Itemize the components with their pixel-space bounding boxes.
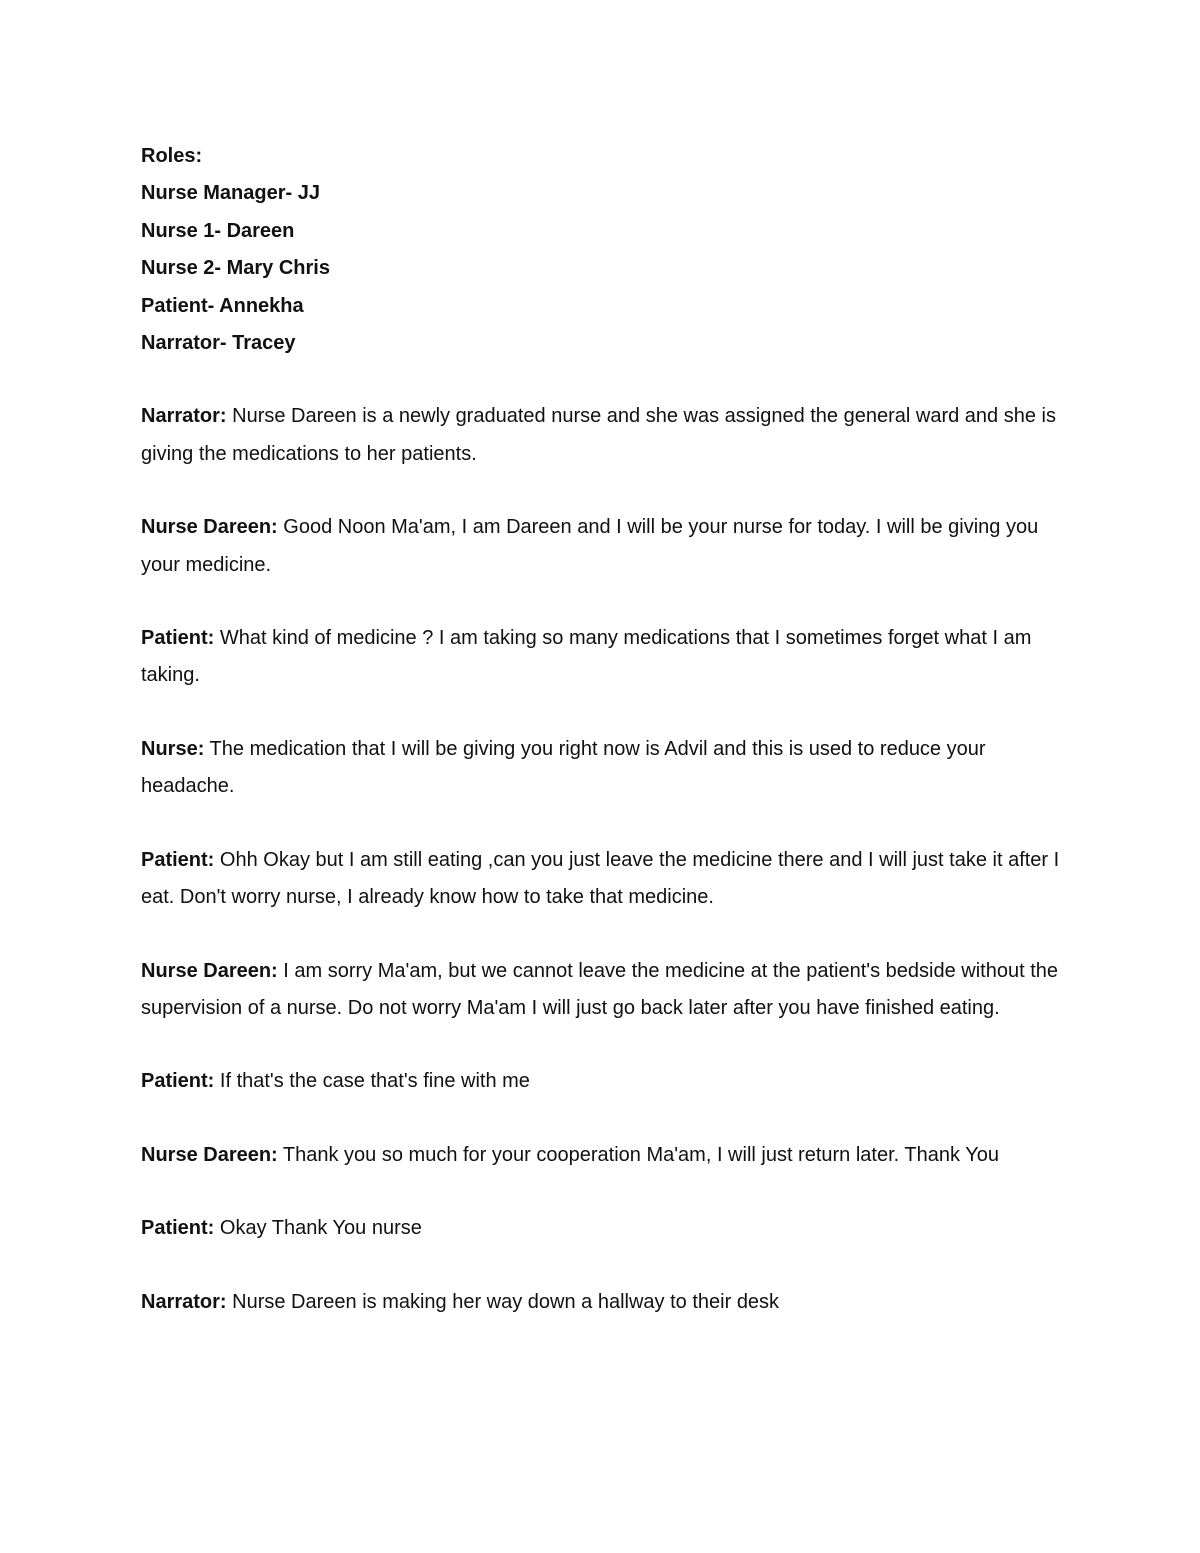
roles-section xyxy=(141,138,1061,362)
dialogue-text: Okay Thank You nurse xyxy=(214,1217,422,1240)
dialogue-line xyxy=(141,1284,1061,1321)
dialogue-line xyxy=(141,398,1061,473)
roles-heading: Roles: xyxy=(141,145,203,167)
role-narrator: Narrator- Tracey xyxy=(141,332,296,355)
dialogue-text: I am sorry Ma'am, but we cannot leave the medicine at the patient's bedside without the supervision of a nurse. Do not worry Ma'am I will just go back later after you have finished eating. xyxy=(141,959,1059,1019)
role-nurse-2: Nurse 2- Mary Chris xyxy=(141,257,330,280)
dialogue-line xyxy=(141,1210,1061,1247)
dialogue-text: Ohh Okay but I am still eating ,can you just leave the medicine there and I will just take it after I eat. Don't worry nurse, I already know how to take that medicine. xyxy=(141,848,1060,909)
speaker-label: Nurse Dareen: xyxy=(141,1143,278,1166)
speaker-label: Nurse: xyxy=(141,737,205,760)
dialogue-line xyxy=(141,842,1061,917)
speaker-label: Patient: xyxy=(141,1070,215,1093)
speaker-label: Narrator: xyxy=(141,405,227,428)
dialogue-line xyxy=(141,1137,1061,1174)
dialogue-line xyxy=(141,953,1061,1028)
speaker-label: Patient: xyxy=(141,627,215,650)
role-patient: Patient- Annekha xyxy=(141,294,304,317)
speaker-label: Narrator: xyxy=(141,1290,227,1313)
dialogue-line xyxy=(141,731,1061,806)
dialogue-line xyxy=(141,620,1061,695)
dialogue-text: If that's the case that's fine with me xyxy=(214,1070,530,1093)
dialogue-section xyxy=(141,398,1061,1321)
speaker-label: Patient: xyxy=(141,848,215,871)
document-page xyxy=(141,138,1061,1357)
speaker-label: Nurse Dareen: xyxy=(141,959,278,982)
dialogue-text: Nurse Dareen is a newly graduated nurse and she was assigned the general ward and she is giving the medications to her patients. xyxy=(141,405,1056,465)
dialogue-text: Good Noon Ma'am, I am Dareen and I will be your nurse for today. I will be giving you your medicine. xyxy=(141,516,1039,576)
dialogue-text: The medication that I will be giving you right now is Advil and this is used to reduce your headache. xyxy=(141,737,986,798)
speaker-label: Patient: xyxy=(141,1217,215,1240)
speaker-label: Nurse Dareen: xyxy=(141,516,278,539)
role-nurse-1: Nurse 1- Dareen xyxy=(141,219,295,242)
dialogue-line xyxy=(141,509,1061,584)
dialogue-text: What kind of medicine ? I am taking so many medications that I sometimes forget what I am taking. xyxy=(141,627,1032,687)
dialogue-text: Thank you so much for your cooperation Ma'am, I will just return later. Thank You xyxy=(277,1143,999,1166)
dialogue-text: Nurse Dareen is making her way down a hallway to their desk xyxy=(226,1290,780,1313)
dialogue-line xyxy=(141,1063,1061,1100)
role-nurse-manager: Nurse Manager- JJ xyxy=(141,182,320,205)
